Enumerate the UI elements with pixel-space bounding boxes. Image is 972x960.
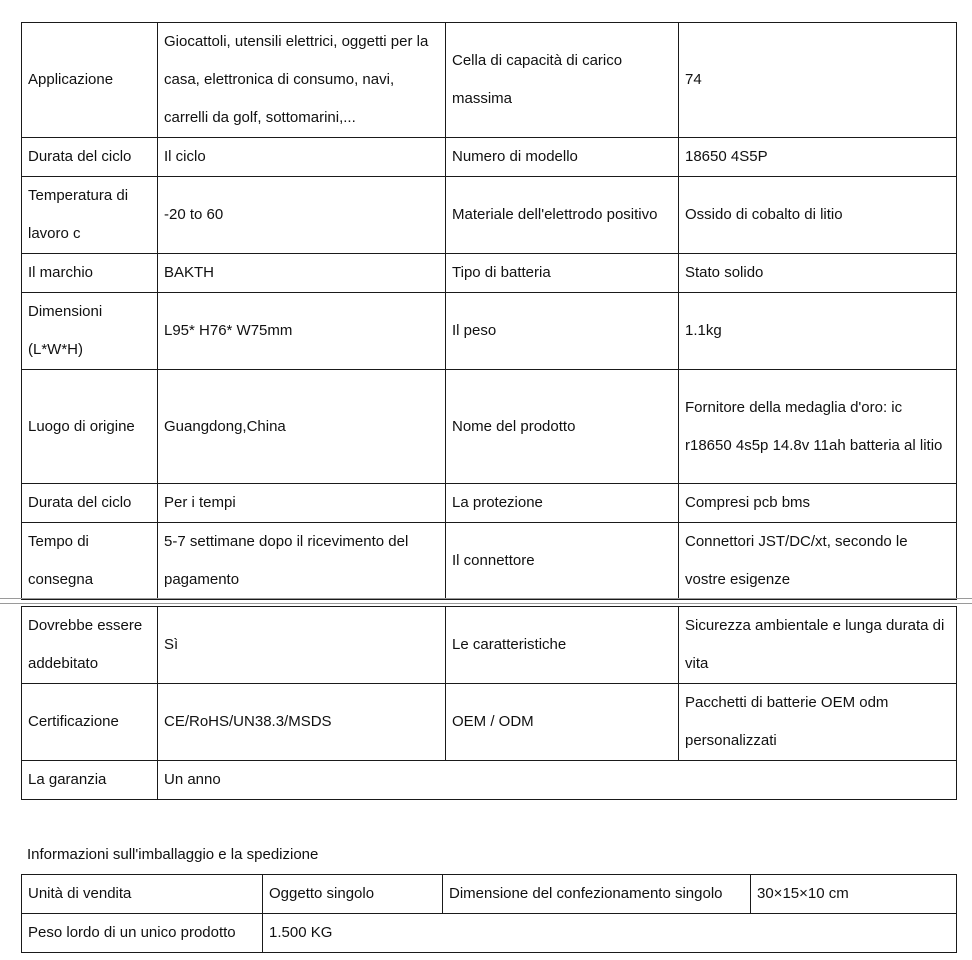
spec-value: L95* H76* W75mm [158, 293, 446, 370]
table-row [22, 138, 957, 177]
shipping-section-title: Informazioni sull'imballaggio e la spedizione [27, 846, 319, 863]
spec-value: Fornitore della medaglia d'oro: ic r18650 4s5p 14.8v 11ah batteria al litio [679, 370, 957, 484]
spec-value: Connettori JST/DC/xt, secondo le vostre esigenze [679, 523, 957, 600]
page-break-divider [0, 598, 972, 604]
spec-value: BAKTH [158, 254, 446, 293]
spec-label: OEM / ODM [446, 684, 679, 761]
spec-value: 74 [679, 23, 957, 138]
warranty-label: La garanzia [22, 761, 158, 800]
spec-table [21, 22, 957, 600]
warranty-value: Un anno [158, 761, 957, 800]
spec-value: Il ciclo [158, 138, 446, 177]
shipping-table [21, 874, 957, 953]
spec-table-continued [21, 606, 957, 800]
table-row [22, 177, 957, 254]
shipping-label: Unità di vendita [22, 875, 263, 914]
spec-label: Certificazione [22, 684, 158, 761]
spec-label: Il connettore [446, 523, 679, 600]
spec-label: Temperatura di lavoro c [22, 177, 158, 254]
table-row [22, 484, 957, 523]
spec-label: Cella di capacità di carico massima [446, 23, 679, 138]
shipping-value: 1.500 KG [263, 914, 957, 953]
spec-label: Durata del ciclo [22, 138, 158, 177]
spec-value: Stato solido [679, 254, 957, 293]
spec-value: 1.1kg [679, 293, 957, 370]
spec-value: Sicurezza ambientale e lunga durata di vita [679, 607, 957, 684]
spec-value: Compresi pcb bms [679, 484, 957, 523]
table-row [22, 523, 957, 600]
spec-label: Applicazione [22, 23, 158, 138]
spec-label: Numero di modello [446, 138, 679, 177]
spec-label: Durata del ciclo [22, 484, 158, 523]
spec-value: Guangdong,China [158, 370, 446, 484]
spec-label: Nome del prodotto [446, 370, 679, 484]
shipping-label: Dimensione del confezionamento singolo [443, 875, 751, 914]
spec-label: Le caratteristiche [446, 607, 679, 684]
table-row [22, 254, 957, 293]
table-row [22, 607, 957, 684]
spec-label: Il marchio [22, 254, 158, 293]
spec-label: La protezione [446, 484, 679, 523]
spec-value: 18650 4S5P [679, 138, 957, 177]
table-row [22, 293, 957, 370]
spec-value: -20 to 60 [158, 177, 446, 254]
spec-label: Dovrebbe essere addebitato [22, 607, 158, 684]
table-row [22, 875, 957, 914]
spec-value: Pacchetti di batterie OEM odm personalizzati [679, 684, 957, 761]
spec-value: CE/RoHS/UN38.3/MSDS [158, 684, 446, 761]
table-row [22, 761, 957, 800]
table-row [22, 914, 957, 953]
table-row [22, 684, 957, 761]
spec-label: Materiale dell'elettrodo positivo [446, 177, 679, 254]
spec-label: Il peso [446, 293, 679, 370]
spec-value: Per i tempi [158, 484, 446, 523]
spec-value: 5-7 settimane dopo il ricevimento del pagamento [158, 523, 446, 600]
shipping-label: Peso lordo di un unico prodotto [22, 914, 263, 953]
table-row [22, 23, 957, 138]
spec-label: Tipo di batteria [446, 254, 679, 293]
shipping-value: Oggetto singolo [263, 875, 443, 914]
spec-value: Giocattoli, utensili elettrici, oggetti per la casa, elettronica di consumo, navi, carrelli da golf, sottomarini,... [158, 23, 446, 138]
spec-label: Tempo di consegna [22, 523, 158, 600]
spec-label: Dimensioni (L*W*H) [22, 293, 158, 370]
shipping-value: 30×15×10 cm [751, 875, 957, 914]
spec-value: Sì [158, 607, 446, 684]
spec-value: Ossido di cobalto di litio [679, 177, 957, 254]
spec-label: Luogo di origine [22, 370, 158, 484]
table-row [22, 370, 957, 484]
